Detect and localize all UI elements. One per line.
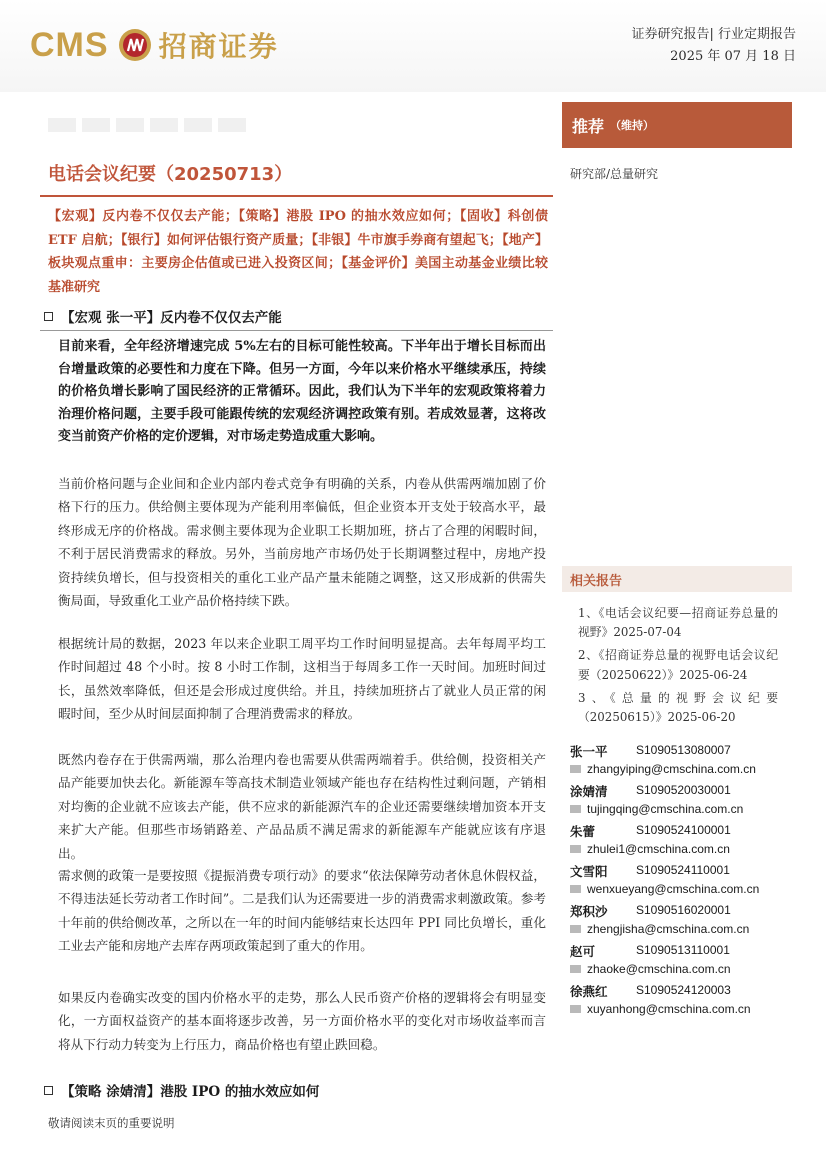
page-title: 电话会议纪要（20250713） [48, 164, 293, 185]
paragraph: 既然内卷存在于供需两端，那么治理内卷也需要从供需两端着手。供给侧，投资相关产品产能要加快去化。新能源车等高技术制造业领域产能也存在结构性过剩问题，产销相对均衡的企业就不应该去产能，供不应求的新能源汽车的企业还需要继续增加资本开支来扩大产能。但那些市场销路差、产品品质不满足需求的新能源车产能就应该有序退出。 [58, 752, 546, 861]
mail-icon [570, 925, 581, 933]
analyst-email-text[interactable]: xuyanhong@cmschina.com.cn [587, 1002, 751, 1016]
analyst-email[interactable] [570, 842, 730, 856]
related-report-link[interactable]: 3、《总量的视野会议纪要（20250615）》2025-06-20 [578, 690, 778, 725]
checkbox-bullet-icon [44, 1086, 53, 1095]
analyst-entry [570, 782, 800, 822]
analyst-name: 郑积沙 [570, 904, 608, 919]
mail-icon [570, 845, 581, 853]
section-heading-strategy [44, 1080, 319, 1100]
title-divider [40, 195, 553, 197]
analyst-email[interactable] [570, 762, 756, 776]
analyst-entry [570, 822, 800, 862]
analyst-email-text[interactable]: zhangyiping@cmschina.com.cn [587, 762, 756, 776]
analyst-entry [570, 742, 800, 782]
analyst-name: 赵可 [570, 944, 596, 959]
analyst-email-text[interactable]: zhulei1@cmschina.com.cn [587, 842, 730, 856]
analyst-email-text[interactable]: zhengjisha@cmschina.com.cn [587, 922, 750, 936]
mail-icon [570, 805, 581, 813]
report-type: 证券研究报告| 行业定期报告 [631, 27, 796, 42]
analyst-list [570, 742, 800, 1022]
analyst-name: 徐燕红 [570, 984, 608, 999]
logo-latin: CMS [30, 25, 109, 64]
analyst-license-id: S1090513080007 [636, 743, 731, 757]
header-meta [631, 24, 796, 68]
analyst-name: 涂婧清 [570, 784, 608, 799]
related-reports-list [578, 604, 778, 731]
analyst-email-text[interactable]: zhaoke@cmschina.com.cn [587, 962, 731, 976]
report-summary: 【宏观】反内卷不仅仅去产能；【策略】港股 IPO 的抽水效应如何；【固收】科创债 ETF 启航；【银行】如何评估银行资产质量；【非银】牛市旗手券商有望起飞；【地产】板块观点重申：主要房企估值或已进入投资区间；【基金评价】美国主动基金业绩比较基准研究 [48, 209, 548, 295]
mail-icon [570, 1005, 581, 1013]
footer-disclaimer: 敬请阅读末页的重要说明 [48, 1116, 175, 1130]
rating-box [562, 102, 792, 148]
section-heading-text: 【策略 涂婧清】港股 IPO 的抽水效应如何 [61, 1084, 320, 1100]
analyst-email[interactable] [570, 962, 731, 976]
company-logo [30, 20, 279, 70]
paragraph: 如果反内卷确实改变的国内价格水平的走势，那么人民币资产价格的逻辑将会有明显变化，一方面权益资产的基本面将逐步改善，另一方面价格水平的变化对市场收益率而言将从下行动力转变为上行压力，商品价格也有望止跌回稳。 [58, 990, 546, 1052]
analyst-license-id: S1090520030001 [636, 783, 731, 797]
analyst-license-id: S1090524110001 [636, 863, 730, 877]
analyst-email-text[interactable]: tujingqing@cmschina.com.cn [587, 802, 744, 816]
analyst-license-id: S1090524120003 [636, 983, 731, 997]
mail-icon [570, 765, 581, 773]
analyst-license-id: S1090524100001 [636, 823, 731, 837]
checkbox-bullet-icon [44, 312, 53, 321]
paragraph: 需求侧的政策一是要按照《提振消费专项行动》的要求“依法保障劳动者休息休假权益，不得违法延长劳动者工作时间”。二是我们认为还需要进一步的消费需求刺激政策。参考十年前的供给侧改革，之所以在一年的时间内能够结束长达四年 PPI 同比负增长，重化工业去产能和房地产去库存两项政策起到了重大的作用。 [58, 868, 546, 954]
analyst-email[interactable] [570, 922, 749, 936]
faded-watermark-line [48, 118, 248, 132]
analyst-name: 张一平 [570, 744, 608, 759]
mail-icon [570, 885, 581, 893]
paragraph: 当前价格问题与企业间和企业内部内卷式竞争有明确的关系，内卷从供需两端加剧了价格下行的压力。供给侧主要体现为产能利用率偏低，但企业资本开支处于较高水平，最终形成无序的价格战。需求侧主要体现为企业职工长期加班，挤占了合理的闲暇时间，不利于居民消费需求的释放。另外，当前房地产市场仍处于长期调整过程中，房地产投资持续负增长，但与投资相关的重化工业产品产量未能随之调整，这又形成新的供需失衡局面，导致重化工业产品价格持续下跌。 [58, 476, 546, 609]
analyst-name: 朱蕾 [570, 824, 596, 839]
mail-icon [570, 965, 581, 973]
related-reports-title: 相关报告 [562, 566, 792, 592]
report-date: 2025 年 07 月 18 日 [670, 49, 796, 64]
logo-chinese: 招商证券 [158, 30, 279, 63]
analyst-email[interactable] [570, 882, 759, 896]
analyst-email[interactable] [570, 802, 743, 816]
analyst-email[interactable] [570, 1002, 751, 1016]
section-heading-macro [44, 306, 282, 326]
analyst-license-id: S1090516020001 [636, 903, 731, 917]
rating-note: （维持） [610, 119, 655, 132]
section-heading-text: 【宏观 张一平】反内卷不仅仅去产能 [61, 310, 282, 326]
analyst-license-id: S1090513110001 [636, 943, 730, 957]
rating-label: 推荐 [572, 116, 605, 136]
analyst-entry [570, 902, 800, 942]
section-divider [40, 330, 553, 331]
department: 研究部/总量研究 [570, 167, 659, 181]
logo-badge-icon [117, 27, 153, 63]
analyst-entry [570, 862, 800, 902]
analyst-entry [570, 982, 800, 1022]
paragraph: 根据统计局的数据，2023 年以来企业职工周平均工作时间明显提高。去年每周平均工作时间超过 48 个小时。按 8 小时工作制，这相当于每周多工作一天时间。加班时间过长，虽然效率降低，但还是会形成过度供给。并且，持续加班挤占了就业人员正常的闲暇时间，至少从时间层面抑制了合理消费需求的释放。 [58, 636, 546, 722]
section-lead: 目前来看，全年经济增速完成 5%左右的目标可能性较高。下半年出于增长目标而出台增量政策的必要性和力度在下降。但另一方面，今年以来价格水平继续承压，持续的价格负增长影响了国民经济的正常循环。因此，我们认为下半年的宏观政策将着力治理价格问题，主要手段可能跟传统的宏观经济调控政策有别。若成效显著，这将改变当前资产价格的定价逻辑，对市场走势造成重大影响。 [58, 339, 546, 445]
analyst-entry [570, 942, 800, 982]
related-report-link[interactable]: 1、《电话会议纪要—招商证券总量的视野》2025-07-04 [578, 606, 778, 640]
related-report-link[interactable]: 2、《招商证券总量的视野电话会议纪要（20250622）》2025-06-24 [578, 648, 778, 682]
analyst-email-text[interactable]: wenxueyang@cmschina.com.cn [587, 882, 760, 896]
analyst-name: 文雪阳 [570, 864, 608, 879]
